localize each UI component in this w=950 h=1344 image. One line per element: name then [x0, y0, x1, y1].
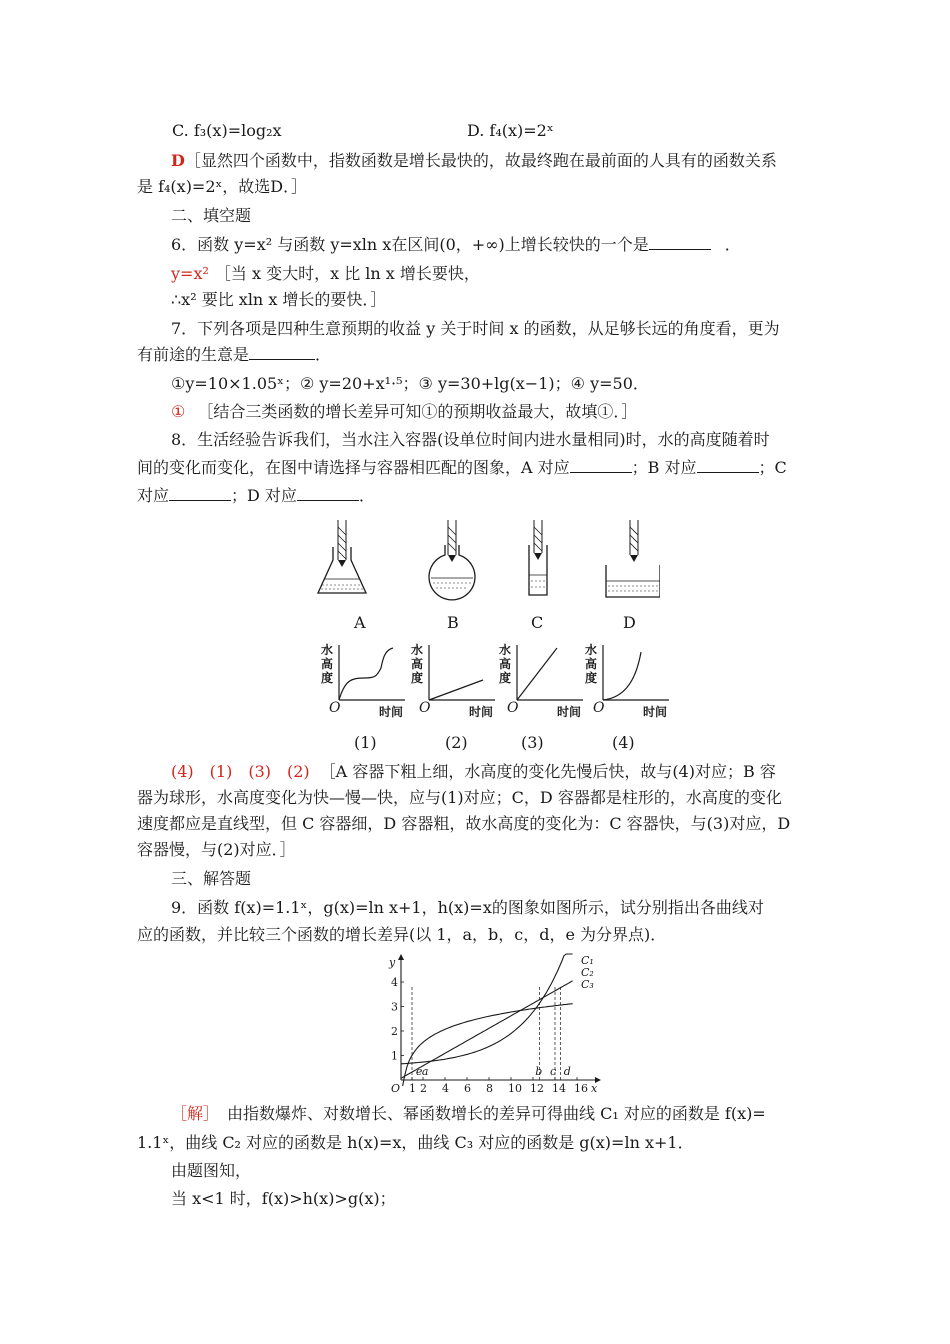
graph1-origin: O	[329, 700, 341, 716]
q7-options: ①y=10×1.05ˣ；② y=20+x¹·⁵；③ y=30+lg(x−1)；④ y=50．	[171, 374, 649, 393]
x-tick-label: 6	[464, 1082, 471, 1094]
q9-solution-line3: 由题图知，	[171, 1161, 252, 1180]
q8-explanation-line4: 容器慢，与(2)对应．］	[137, 840, 296, 859]
q6-end: ．	[724, 235, 741, 254]
container-d	[606, 520, 660, 597]
q9-solution-line4: 当 x<1 时，f(x)>h(x)>g(x)；	[171, 1189, 396, 1208]
container-a	[318, 520, 366, 593]
choice-c-text: C. f₃(x)=log₂x	[172, 121, 282, 140]
container-b	[429, 520, 475, 600]
q6-answer-line	[171, 261, 851, 287]
q8-expl: ［A 容器下粗上细，水高度的变化先慢后快，故与(4)对应；B 容	[319, 762, 776, 781]
height-graphs-figure	[315, 640, 675, 722]
q8-blank-d	[297, 484, 359, 501]
graph3-xlabel: 时间	[557, 705, 582, 719]
q8-stem-line3	[137, 483, 817, 509]
graph1-ylabel-3: 度	[321, 671, 334, 685]
series-curve	[401, 981, 573, 1079]
q7-answer: ①	[171, 402, 186, 421]
q7-expl: ［结合三类函数的增长差异可知①的预期收益最大，故填①．］	[197, 402, 638, 421]
series-label: C₂	[581, 966, 594, 979]
q8-answer: (4) (1) (3) (2)	[171, 762, 310, 781]
y-tick-label: 3	[391, 1000, 398, 1014]
q6-answer: y=x²	[171, 264, 209, 283]
graph-1	[321, 642, 405, 719]
container-label-a: A	[354, 613, 366, 632]
graph1-ylabel-2: 高	[321, 657, 334, 671]
graph3-origin: O	[507, 700, 519, 716]
q9-solution-tag: ［解］	[171, 1104, 212, 1123]
graph3-ylabel-3: 度	[499, 671, 512, 685]
q7-stem-line1: 7．下列各项是四种生意预期的收益 y 关于时间 x 的函数，从足够长远的角度看，更为	[171, 319, 780, 338]
q9-stem-line1: 9．函数 f(x)=1.1ˣ，g(x)=ln x+1，h(x)=x的图象如图所示，试分别指出各曲线对	[171, 898, 764, 917]
q8-blank-c	[169, 484, 231, 501]
choice-d-text: D. f₄(x)=2ˣ	[467, 121, 554, 140]
y-tick-label: 4	[391, 976, 398, 989]
q8-text-a: 间的变化而变化，在图中请选择与容器相匹配的图象，A 对应	[137, 458, 570, 477]
graph2-ylabel-2: 高	[411, 657, 424, 671]
q9-solution-text: 由指数爆炸、对数增长、幂函数增长的差异可得曲线 C₁ 对应的函数是 f(x)=	[211, 1104, 766, 1123]
q7-end: ．	[315, 345, 332, 364]
q5-explanation-line2: 是 f₄(x)=2ˣ，故选D．］	[137, 177, 308, 196]
point-label-d: d	[563, 1065, 571, 1078]
point-label-b: b	[535, 1065, 543, 1078]
q8-explanation-line2: 器为球形，水高度变化为快—慢—快，应与(1)对应；C，D 容器都是柱形的，水高度的变化	[137, 788, 782, 807]
graph3-ylabel-2: 高	[499, 657, 512, 671]
q8-text-c2: 对应	[137, 486, 170, 505]
graph-caption-2: (2)	[445, 733, 468, 752]
x-axis-label: x	[591, 1082, 598, 1094]
graph4-xlabel: 时间	[643, 705, 668, 719]
q9-solution-line1	[171, 1101, 851, 1127]
q7-text: 有前途的生意是	[137, 345, 250, 364]
graph-3	[499, 642, 583, 719]
q7-answer-line	[171, 399, 851, 425]
container-label-d: D	[623, 613, 636, 632]
y-tick-label: 2	[391, 1025, 398, 1038]
q9-solution-line2: 1.1ˣ，曲线 C₂ 对应的函数是 h(x)=x，曲线 C₃ 对应的函数是 g(x)=ln x+1．	[137, 1133, 694, 1152]
q8-text-b: ；B 对应	[631, 458, 697, 477]
x-tick-label: 10	[508, 1082, 522, 1094]
q8-answer-line	[171, 759, 851, 785]
graph4-ylabel-3: 度	[585, 671, 598, 685]
x-tick-label: 12	[530, 1082, 544, 1094]
container-c	[529, 520, 547, 595]
container-label-c: C	[531, 613, 544, 632]
x-tick-label: 14	[552, 1082, 566, 1094]
origin-label: O	[391, 1082, 401, 1094]
q8-end: ．	[358, 486, 375, 505]
graph-caption-4: (4)	[612, 733, 635, 752]
graph-caption-3: (3)	[521, 733, 544, 752]
graph4-origin: O	[593, 700, 605, 716]
q8-text-c: ；C	[758, 458, 787, 477]
q6-blank	[649, 233, 711, 250]
q7-blank	[249, 343, 315, 360]
x-tick-label: 8	[486, 1082, 493, 1094]
graph4-ylabel-2: 高	[585, 657, 598, 671]
x-tick-label: 16	[574, 1082, 588, 1094]
graph3-ylabel-1: 水	[499, 643, 512, 657]
q6-text: 6．函数 y=x² 与函数 y=xln x在区间(0，+∞)上增长较快的一个是	[171, 235, 649, 254]
q7-stem-line2	[137, 342, 817, 368]
q5-explanation-line1	[171, 148, 851, 174]
q8-stem-line1: 8．生活经验告诉我们，当水注入容器(设单位时间内进水量相同)时，水的高度随着时	[171, 430, 770, 449]
graph1-ylabel-1: 水	[321, 643, 334, 657]
point-label-a: a	[421, 1065, 429, 1078]
graph1-xlabel: 时间	[379, 705, 404, 719]
graph2-ylabel-3: 度	[411, 671, 424, 685]
q8-text-d: ；D 对应	[231, 486, 297, 505]
q8-blank-b	[697, 456, 759, 473]
graph-caption-1: (1)	[354, 733, 377, 752]
graph2-origin: O	[419, 700, 431, 716]
x-tick-label: 2	[420, 1082, 427, 1094]
q5-expl-text: ［显然四个函数中，指数函数是增长最快的，故最终跑在最前面的人具有的函数关系	[184, 151, 777, 170]
y-axis-arrow	[398, 954, 404, 960]
q6-stem	[171, 232, 851, 258]
graph-2	[411, 642, 495, 719]
q8-stem-line2	[137, 455, 817, 481]
q8-explanation-line3: 速度都应是直线型，但 C 容器细，D 容器粗，故水高度的变化为：C 容器快，与(3)对应，D	[137, 814, 791, 833]
graph2-xlabel: 时间	[469, 705, 494, 719]
graph4-ylabel-1: 水	[585, 643, 598, 657]
q9-stem-line2: 应的函数，并比较三个函数的增长差异(以 1，a，b，c，d，e 为分界点)．	[137, 925, 667, 944]
section-solution-heading: 三、解答题	[171, 869, 252, 888]
q5-answer: D	[171, 151, 185, 170]
choice-d	[467, 118, 950, 144]
container-label-b: B	[447, 613, 459, 632]
point-label-c: c	[550, 1065, 557, 1078]
point-label-e: e	[415, 1065, 423, 1078]
q6-explanation-line2: ∴x² 要比 xln x 增长的要快．］	[171, 290, 387, 309]
function-chart	[385, 952, 605, 1094]
series-label: C₃	[581, 978, 594, 991]
series-curve	[401, 954, 573, 1064]
y-axis-label: y	[389, 956, 396, 969]
x-tick-label: 4	[442, 1082, 449, 1094]
function-chart-svg	[385, 952, 605, 1094]
series-label: C₁	[581, 954, 594, 967]
q8-blank-a	[570, 456, 632, 473]
x-tick-label: 1	[409, 1082, 416, 1094]
q6-expl: ［当 x 变大时，x 比 ln x 增长要快，	[214, 264, 480, 283]
graph2-ylabel-1: 水	[411, 643, 424, 657]
section-fill-in-heading: 二、填空题	[171, 206, 252, 225]
y-tick-label: 1	[391, 1049, 398, 1063]
graph-4	[585, 642, 669, 719]
